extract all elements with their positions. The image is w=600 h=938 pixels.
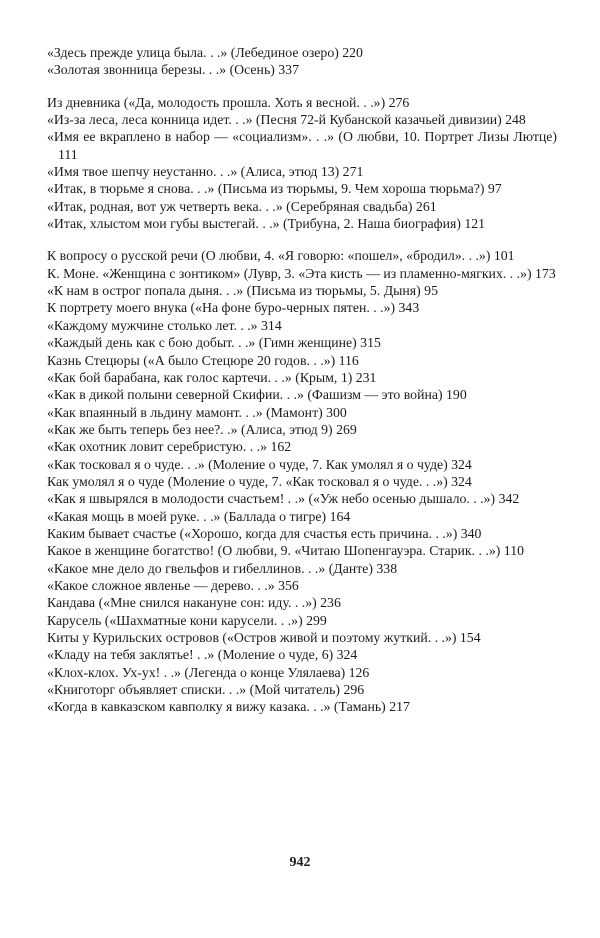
- index-entry: «Клох-клох. Ух-ух! . .» (Легенда о конце Улялаева) 126: [47, 664, 370, 680]
- index-group-i: [47, 94, 557, 233]
- index-entry: «Каждому мужчине столько лет. . .» 314: [47, 317, 282, 333]
- index-entry: Казнь Стецюры («А было Стецюре 20 годов. . .») 116: [47, 352, 359, 368]
- index-list: [47, 44, 557, 731]
- index-entry: «Книготорг объявляет списки. . .» (Мой читатель) 296: [47, 682, 365, 698]
- index-entry: «Итак, хлыстом мои губы выстегай. . .» (Трибуна, 2. Наша биография) 121: [47, 216, 486, 232]
- index-entry: Карусель («Шахматные кони карусели. . .») 299: [47, 612, 327, 628]
- index-entry: Кандава («Мне снился накануне сон: иду. . .») 236: [47, 595, 341, 611]
- index-entry: «Какая мощь в моей руке. . .» (Баллада о тигре) 164: [47, 508, 351, 524]
- index-entry: К. Моне. «Женщина с зонтиком» (Лувр, 3. «Эта кисть — из пламенно-мягких. . .») 173: [47, 265, 556, 281]
- index-entry: «Какое мне дело до гвельфов и гибеллинов. . .» (Данте) 338: [47, 560, 398, 576]
- index-entry: «Кладу на тебя заклятье! . .» (Моление о чуде, 6) 324: [47, 647, 358, 663]
- index-group-k: [47, 247, 557, 715]
- index-entry: «Как бой барабана, как голос картечи. . .» (Крым, 1) 231: [47, 369, 377, 385]
- index-entry: «Здесь прежде улица была. . .» (Лебединое озеро) 220: [47, 45, 363, 60]
- index-entry: «Какое сложное явленье — дерево. . .» 356: [47, 577, 299, 593]
- index-entry: «Золотая звонница березы. . .» (Осень) 337: [47, 62, 299, 78]
- index-entry: «Итак, родная, вот уж четверть века. . .» (Серебряная свадьба) 261: [47, 198, 437, 214]
- index-entry: К вопросу о русской речи (О любви, 4. «Я говорю: «пошел», «бродил». . .») 101: [47, 248, 515, 264]
- index-entry: «Из-за леса, леса конница идет. . .» (Песня 72-й Кубанской казачьей дивизии) 248: [47, 112, 526, 128]
- page-number: 942: [289, 855, 311, 870]
- index-entry: «К нам в острог попала дыня. . .» (Письма из тюрьмы, 5. Дыня) 95: [47, 283, 438, 299]
- index-entry: Киты у Курильских островов («Остров живой и поэтому жуткий. . .») 154: [47, 630, 481, 645]
- index-entry: «Как впаянный в льдину мамонт. . .» (Мамонт) 300: [47, 404, 347, 420]
- index-entry: «Как тосковал я о чуде. . .» (Моление о чуде, 7. Как умолял я о чуде) 324: [47, 456, 472, 472]
- index-entry: «Как в дикой полыни северной Скифии. . .» (Фашизм — это война) 190: [47, 387, 467, 403]
- index-group-z: [47, 44, 557, 79]
- index-entry: «Когда в кавказском кавполку я вижу казака. . .» (Тамань) 217: [47, 699, 410, 715]
- index-entry: «Имя ее вкраплено в набор — «социализм». . .» (О любви, 10. Портрет Лизы Лютце) 111: [47, 129, 557, 162]
- index-entry: «Как я швырялся в молодости счастьем! . .» («Уж небо осенью дышало. . .») 342: [47, 491, 520, 507]
- index-entry: «Имя твое шепчу неустанно. . .» (Алиса, этюд 13) 271: [47, 164, 364, 180]
- index-entry: «Как же быть теперь без нее?. .» (Алиса, этюд 9) 269: [47, 421, 357, 437]
- index-entry: «Каждый день как с бою добыт. . .» (Гимн женщине) 315: [47, 335, 381, 351]
- index-entry: Из дневника («Да, молодость прошла. Хоть я весной. . .») 276: [47, 94, 410, 110]
- index-entry: «Как охотник ловит серебристую. . .» 162: [47, 439, 292, 455]
- index-entry: К портрету моего внука («На фоне буро-черных пятен. . .») 343: [47, 300, 420, 316]
- index-entry: Как умолял я о чуде (Моление о чуде, 7. «Как тосковал я о чуде. . .») 324: [47, 473, 472, 489]
- index-entry: Какое в женщине богатство! (О любви, 9. «Читаю Шопенгауэра. Старик. . .») 110: [47, 543, 524, 559]
- index-entry: «Итак, в тюрьме я снова. . .» (Письма из тюрьмы, 9. Чем хороша тюрьма?) 97: [47, 181, 502, 197]
- index-entry: Каким бывает счастье («Хорошо, когда для счастья есть причина. . .») 340: [47, 525, 482, 541]
